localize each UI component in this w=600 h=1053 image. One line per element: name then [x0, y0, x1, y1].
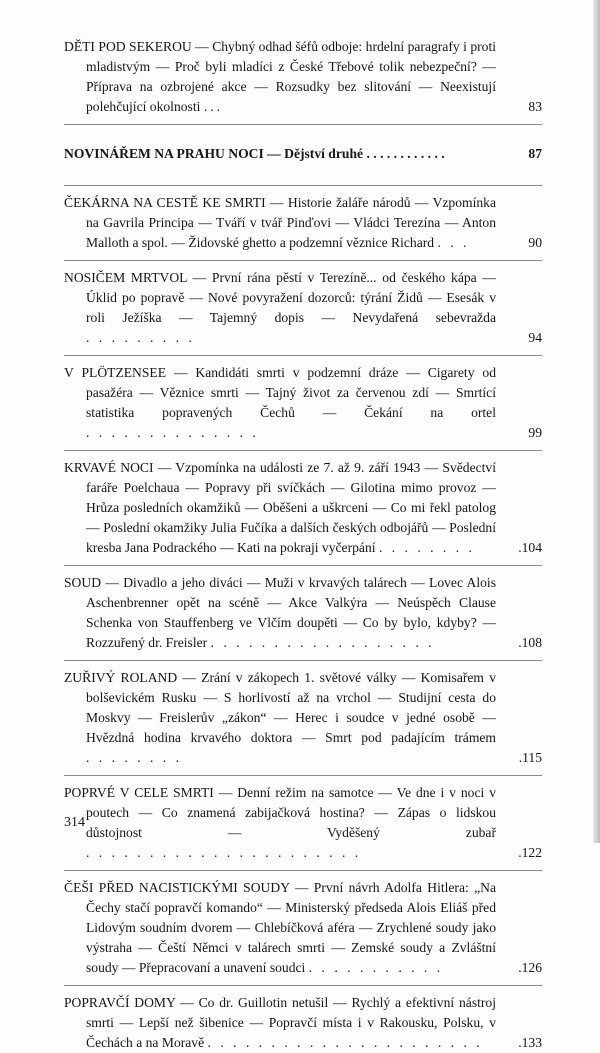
separator-line [64, 185, 542, 186]
toc-leader-dots: . . . . . . . . . . . . . . [86, 425, 259, 440]
toc-entry-text: ČEŠI PŘED NACISTICKÝMI SOUDY — První návrh Adolfa Hitlera: „Na Čechy stačí popravčí komando“ — Ministerský předseda Alois Eliáš před Lidovým soudním dvorem — Chlebíčková aféra — Zrychlené soudy jako výstraha — Čeští Němci v talárech smrti — Zemské soudy a Zvláštní soudy — Přepracovaní a unavení soudci [64, 880, 496, 975]
toc-page-number: .133 [518, 1035, 542, 1050]
separator-line [64, 450, 542, 451]
toc-entry-text: SOUD — Divadlo a jeho diváci — Muži v krvavých talárech — Lovec Alois Aschenbrenner opět na scéně — Akce Valkýra — Neúspěch Clause Schenka von Stauffenberg ve Vlčím doupěti — Co by bylo, kdyby? — Rozzuřený dr. Freisler [64, 575, 496, 650]
toc-page-number: 83 [528, 99, 542, 114]
toc-leader-dots: . . . . . . . . . . . . . . . . . . [210, 635, 435, 650]
toc-entry-text: NOSIČEM MRTVOL — První rána pěstí v Terezíně... od českého kápa — Úklid po popravě — Nové povyražení dozorců: týrání Židů — Esesák v roli Ježíška — Tajemný dopis — Nevydařená sebevražda [64, 270, 496, 325]
toc-leader-dots: . . . . . . . . [378, 540, 475, 555]
toc-entry-text: POPRVÉ V CELE SMRTI — Denní režim na samotce — Ve dne i v noci v poutech — Co znamená zabijačková hostina? — Zápas o lidskou důstojnost — Vyděšený zubař [64, 785, 496, 840]
toc-page-number: .104 [518, 540, 542, 555]
toc-entry [64, 193, 542, 253]
table-of-contents [64, 37, 542, 1053]
toc-page-number: .108 [518, 635, 542, 650]
separator-line [64, 985, 542, 986]
toc-entry [64, 37, 542, 117]
toc-entry [64, 783, 542, 863]
toc-page-number: 87 [528, 146, 542, 161]
toc-entry-text: V PLÖTZENSEE — Kandidáti smrti v podzemní dráze — Cigarety od pasažéra — Věznice smrti — Tajný život za červenou zdí — Smrtící statistika popravených Čechů — Čekání na ortel [64, 365, 496, 420]
toc-page-number: 94 [528, 330, 542, 345]
toc-leader-dots: . . . . . . . . . . . . . . . . . . . . . . [86, 845, 362, 860]
toc-entry [64, 363, 542, 443]
separator-line [64, 355, 542, 356]
separator-line [64, 565, 542, 566]
toc-page-number: 90 [528, 235, 542, 250]
toc-entry-text: KRVAVÉ NOCI — Vzpomínka na události ze 7. až 9. září 1943 — Svědectví faráře Poelchaua — Popravy při svíčkách — Gilotina mimo provoz — Hrůza posledních okamžiků — Oběšeni a uškrceni — Co mi řekl patolog — Poslední okamžiky Julia Fučíka a dalších českých odbojářů — Poslední kresba Jana Podrackého — Kati na pokraji vyčerpání [64, 460, 496, 555]
toc-entry-text: ZUŘIVÝ ROLAND — Zrání v zákopech 1. světové války — Komisařem v bolševickém Rusku — S horlivostí až na vrchol — Studijní cesta do Moskvy — Freislerův „zákon“ — Herec i soudce v jedné osobě — Hvězdná hodina krvavého doktora — Smrt pod padajícím trámem [64, 670, 496, 745]
toc-leader-dots: . . . . . . . . . . . . [366, 146, 445, 161]
toc-entry-text: POPRAVČÍ DOMY — Co dr. Guillotin netušil — Rychlý a efektivní nástroj smrti — Lepší než šibenice — Popravčí místa i v Rakousku, Polsku, v Čechách a na Moravě [64, 995, 496, 1050]
toc-entry-text: DĚTI POD SEKEROU — Chybný odhad šéfů odboje: hrdelní paragrafy i proti mladistvým — Proč byli mladíci z České Třebové tolik nebezpeční? — Příprava na ozbrojené akce — Rozsudky bez slitování — Neexistují polehčující okolnosti [64, 39, 496, 114]
toc-leader-dots: . . . . . . . . . . . [308, 960, 444, 975]
toc-entry [64, 268, 542, 348]
toc-leader-dots: . . . . . . . . . [86, 330, 195, 345]
separator-line [64, 775, 542, 776]
toc-entry-text: ČEKÁRNA NA CESTĚ KE SMRTI — Historie žaláře národů — Vzpomínka na Gavrila Principa — Tváří v tvář Pinďovi — Vládci Terezína — Anton Malloth a spol. — Židovské ghetto a podzemní věznice Richard [64, 195, 496, 250]
separator-line [64, 660, 542, 661]
toc-page-number: 99 [528, 425, 542, 440]
toc-entry [64, 573, 542, 653]
toc-leader-dots: . . . [437, 235, 470, 250]
toc-entry [64, 458, 542, 558]
page-number: 314 [64, 815, 85, 830]
toc-part-heading [64, 132, 542, 178]
toc-entry [64, 878, 542, 978]
separator-line [64, 260, 542, 261]
toc-leader-dots: . . . . . . . . [86, 750, 182, 765]
toc-entry [64, 993, 542, 1053]
toc-page-number: .126 [518, 960, 542, 975]
toc-page-number: .122 [518, 845, 542, 860]
toc-leader-dots: . . . . . . . . . . . . . . . . . . . . . . [207, 1035, 483, 1050]
separator-line [64, 124, 542, 125]
toc-page-number: .115 [518, 750, 542, 765]
toc-leader-dots: ... [203, 99, 224, 114]
toc-entry [64, 668, 542, 768]
toc-entry-text: NOVINÁŘEM NA PRAHU NOCI — Dějství druhé [64, 146, 364, 161]
page-edge [593, 0, 600, 843]
separator-line [64, 870, 542, 871]
